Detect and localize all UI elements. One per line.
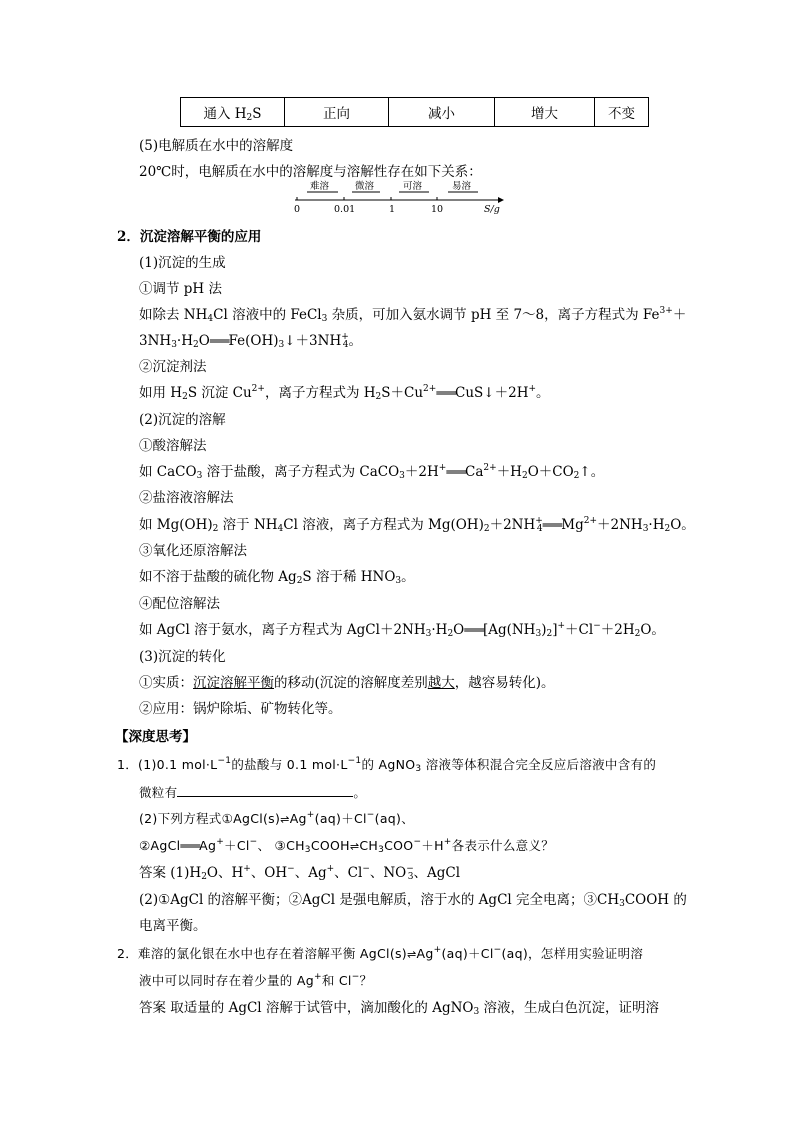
method-ph-text: 如除去 $NH_4Cl$ 溶液中的 FeCl$_3$ 杂质，可加入氨水调节 pH 至 7～8，离子方程式为 $Fe^{3+}+$ — [139, 306, 687, 324]
question-1-answer-1: 答案 $(1)H_2O$、H+、OH−、Ag+、Cl−、$NO^-_3$、AgCl — [139, 864, 461, 882]
question-1-line-1: 1．(1)0.1 $mol\cdot L^{-1}$的盐酸与 0.1 $mol\cdot L^{-1}$的 AgNO$_3$ 溶液等体积混合完全反应后溶液中含有的 — [117, 756, 657, 774]
table-cell: 减小 — [389, 98, 495, 127]
method-ph-equation: $3NH_3\cdot H_2O═══Fe(OH)_3↓+3NH^+_4$。 — [139, 332, 363, 350]
deep-thinking-title: 【深度思考】 — [115, 729, 196, 745]
question-1-line-4: ②AgCl═══Ag+＋Cl−、 $③CH_3COOH\rightleftharpoons CH_3COO^-+H^+$各表示什么意义？ — [139, 837, 555, 855]
method-coordination-title: ④配位溶解法 — [139, 596, 220, 612]
axis-tick-label: 1 — [389, 204, 396, 215]
subsection-2-title: (2)沉淀的溶解 — [139, 412, 226, 428]
answer-blank[interactable] — [177, 782, 353, 797]
subsection-1-title: (1)沉淀的生成 — [139, 255, 226, 271]
method-acid-text: 如 CaCO$_3$ 溶于盐酸，离子方程式为 $CaCO_3+2H^+═══Ca^{2+}+H_2O+CO_2↑$。 — [139, 463, 605, 481]
method-ph-title: ①调节 pH 法 — [139, 281, 222, 297]
question-2-line-2: 液中可以同时存在着少量的 Ag+和 Cl−？ — [139, 972, 373, 988]
solubility-axis — [285, 178, 505, 218]
table-cell: 不变 — [595, 98, 649, 127]
axis-tick-label: 10 — [431, 204, 444, 215]
method-salt-text: 如 $Mg(OH)_2$ 溶于 $NH_4Cl$ 溶液，离子方程式为 $Mg(OH)_2+2NH^+_4═══Mg^{2+}+2NH_3\cdot H_2O$。 — [139, 516, 695, 534]
question-1-answer-3: 电离平衡。 — [139, 918, 207, 934]
method-precipitant-title: ②沉淀剂法 — [139, 359, 207, 375]
axis-tick-label: 0.01 — [334, 204, 356, 215]
section-5-title: (5)电解质在水中的溶解度 — [139, 138, 294, 154]
axis-category-label: 难溶 — [310, 181, 330, 192]
axis-category-label: 可溶 — [403, 181, 423, 192]
question-1-line-3: (2)下列方程式①AgCl(s)⇌Ag+(aq)＋Cl−(aq)、 — [139, 810, 414, 826]
table-cell: 正向 — [285, 98, 389, 127]
method-salt-title: ②盐溶液溶解法 — [139, 490, 234, 506]
method-coordination-text: 如 AgCl 溶于氨水，离子方程式为 $AgCl+2NH_3\cdot H_2O═══[Ag(NH_3)_2]^++Cl^-+2H_2O$。 — [139, 621, 665, 639]
question-2-answer: 答案 取适量的 AgCl 溶解于试管中，滴加酸化的 AgNO$_3$ 溶液，生成白色沉淀，证明溶 — [139, 1000, 660, 1017]
question-1-answer-2: (2)①AgCl 的溶解平衡；②AgCl 是强电解质，溶于水的 AgCl 完全电离；$③CH_3COOH$ 的 — [139, 892, 687, 909]
method-precipitant-text: 如用 $H_2S$ 沉淀 $Cu^{2+}$，离子方程式为 $H_2S+Cu^{2+}═══CuS↓+2H^+$。 — [139, 384, 550, 402]
conversion-application: ②应用：锅炉除垢、矿物转化等。 — [139, 701, 342, 717]
question-1-line-2: 微粒有 。 — [139, 782, 366, 802]
table-cell: 增大 — [495, 98, 595, 127]
answer-label: 答案 — [139, 1000, 166, 1016]
section-2-title: 2．沉淀溶解平衡的应用 — [117, 229, 262, 245]
subsection-3-title: (3)沉淀的转化 — [139, 649, 226, 665]
equilibrium-table-row — [180, 97, 649, 127]
conversion-essence: ①实质：沉淀溶解平衡的移动(沉淀的溶解度差别越大，越容易转化)。 — [139, 675, 555, 691]
section-5-text: 20℃时，电解质在水中的溶解度与溶解性存在如下关系： — [139, 164, 482, 180]
method-acid-title: ①酸溶解法 — [139, 438, 207, 454]
table-cell: 通入 $H_2S$ — [181, 98, 285, 127]
axis-category-label: 微溶 — [355, 181, 375, 192]
method-redox-text: 如不溶于盐酸的硫化物 $Ag_2S$ 溶于稀 $HNO_3$。 — [139, 569, 415, 586]
method-redox-title: ③氧化还原溶解法 — [139, 543, 247, 559]
axis-category-label: 易溶 — [452, 181, 472, 192]
question-2-line-1: 2．难溶的氯化银在水中也存在着溶解平衡 AgCl(s)⇌Ag+(aq)＋Cl−(aq)，怎样用实验证明溶 — [117, 945, 644, 961]
axis-tick-label: 0 — [294, 204, 301, 215]
axis-unit-label: S/g — [484, 204, 500, 215]
answer-label: 答案 — [139, 865, 166, 881]
